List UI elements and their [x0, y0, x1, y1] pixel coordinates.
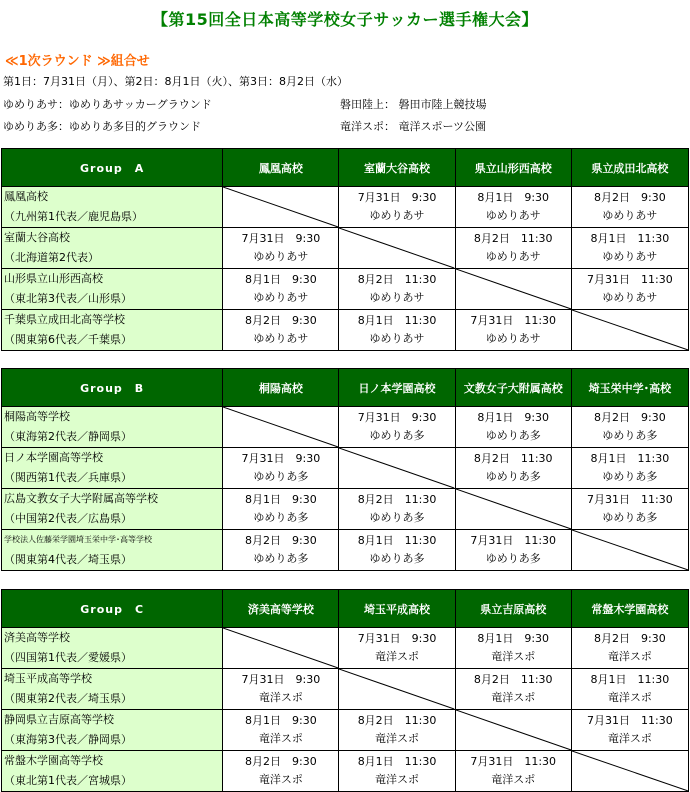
match-venue: ゆめりあ多 — [602, 470, 658, 483]
column-header-team: 済美高等学校 — [223, 590, 339, 628]
match-datetime: 7月31日 11:30 — [470, 755, 557, 768]
schedule-dates: 第1日：7月31日（月）、第2日：8月1日（火）、第3日：8月2日（水） — [3, 75, 348, 88]
match-datetime: 8月1日 11:30 — [357, 314, 437, 327]
group-name: Group B — [2, 369, 223, 407]
match-cell — [223, 530, 339, 571]
match-cell — [455, 310, 571, 351]
match-cell — [571, 228, 688, 269]
table-row — [2, 310, 689, 351]
team-qualification: （九州第1代表／鹿児島県） — [4, 210, 143, 223]
table-row — [2, 751, 689, 792]
diagonal-line — [572, 310, 688, 350]
match-cell — [455, 669, 571, 710]
match-cell — [455, 530, 571, 571]
match-venue: 竜洋スポ — [607, 691, 652, 704]
self-match-cell — [455, 269, 571, 310]
match-datetime: 8月1日 9:30 — [245, 714, 317, 727]
match-venue: ゆめりあサ — [602, 291, 658, 304]
match-datetime: 8月1日 9:30 — [477, 191, 550, 204]
match-cell — [223, 310, 339, 351]
match-venue: 竜洋スポ — [258, 691, 303, 704]
team-cell — [2, 751, 223, 792]
match-venue: 竜洋スポ — [258, 732, 303, 745]
table-row — [2, 710, 689, 751]
match-venue: ゆめりあサ — [485, 209, 541, 222]
column-header-team: 埼玉平成高校 — [339, 590, 455, 628]
team-name: 室蘭大谷高校 — [4, 231, 70, 244]
match-venue: ゆめりあ多 — [369, 552, 425, 565]
match-cell — [223, 710, 339, 751]
column-header-team: 県立吉原高校 — [455, 590, 571, 628]
match-cell — [571, 269, 688, 310]
match-cell — [339, 269, 455, 310]
match-datetime: 8月2日 9:30 — [594, 411, 666, 424]
match-datetime: 8月1日 9:30 — [245, 493, 317, 506]
match-cell — [571, 187, 688, 228]
match-cell — [455, 228, 571, 269]
team-cell — [2, 187, 223, 228]
self-match-cell — [339, 228, 455, 269]
self-match-cell — [455, 710, 571, 751]
match-datetime: 8月2日 9:30 — [245, 755, 317, 768]
match-venue: ゆめりあ多 — [369, 511, 425, 524]
team-qualification: （四国第1代表／愛媛県） — [4, 651, 132, 664]
team-cell — [2, 669, 223, 710]
page-title: 【第15回全日本高等学校女子サッカー選手権大会】 — [152, 10, 538, 29]
match-venue: 竜洋スポ — [375, 773, 420, 786]
diagonal-line — [223, 187, 338, 227]
match-cell — [571, 669, 688, 710]
team-cell — [2, 269, 223, 310]
round-subtitle: ≪1次ラウンド ≫組合せ — [5, 54, 150, 69]
team-name: 静岡県立吉原高等学校 — [4, 713, 114, 726]
team-qualification: （関東第6代表／千葉県） — [4, 333, 132, 346]
diagonal-line — [339, 448, 454, 488]
team-qualification: （東北第1代表／宮城県） — [4, 774, 132, 787]
match-venue: ゆめりあサ — [253, 332, 309, 345]
diagonal-line — [456, 489, 571, 529]
match-datetime: 8月2日 9:30 — [245, 534, 317, 547]
match-datetime: 7月31日 11:30 — [470, 534, 557, 547]
diagonal-line — [456, 710, 571, 750]
match-datetime: 7月31日 9:30 — [357, 632, 437, 645]
match-datetime: 8月2日 11:30 — [357, 493, 437, 506]
match-datetime: 7月31日 9:30 — [241, 452, 321, 465]
team-qualification: （東北第3代表／山形県） — [4, 292, 132, 305]
match-venue: 竜洋スポ — [607, 732, 652, 745]
match-cell — [339, 310, 455, 351]
match-cell — [571, 489, 688, 530]
match-datetime: 7月31日 11:30 — [587, 493, 673, 506]
diagonal-line — [223, 407, 338, 447]
column-header-team: 埼玉栄中学･高校 — [571, 369, 688, 407]
column-header-team: 文教女子大附属高校 — [455, 369, 571, 407]
venue-ryuyo-sports: 竜洋スポ： 竜洋スポーツ公園 — [340, 120, 487, 133]
team-qualification: （北海道第2代表） — [4, 251, 99, 264]
table-row — [2, 187, 689, 228]
column-header-team: 県立山形西高校 — [455, 149, 571, 187]
team-name: 埼玉平成高等学校 — [4, 672, 92, 685]
match-datetime: 8月2日 9:30 — [594, 191, 666, 204]
group-table — [1, 148, 689, 351]
match-venue: ゆめりあサ — [602, 250, 658, 263]
column-header-team: 室蘭大谷高校 — [339, 149, 455, 187]
match-venue: 竜洋スポ — [258, 773, 303, 786]
match-cell — [223, 669, 339, 710]
table-row — [2, 530, 689, 571]
match-venue: ゆめりあサ — [369, 291, 425, 304]
match-cell — [223, 448, 339, 489]
match-datetime: 7月31日 9:30 — [357, 411, 437, 424]
match-datetime: 8月2日 9:30 — [245, 314, 317, 327]
self-match-cell — [571, 310, 688, 351]
match-datetime: 7月31日 11:30 — [587, 714, 673, 727]
column-header-team: 鳳凰高校 — [223, 149, 339, 187]
match-datetime: 8月1日 11:30 — [590, 452, 670, 465]
team-cell — [2, 628, 223, 669]
diagonal-line — [223, 628, 338, 668]
self-match-cell — [339, 448, 455, 489]
match-venue: ゆめりあ多 — [253, 470, 309, 483]
team-cell — [2, 530, 223, 571]
match-cell — [339, 489, 455, 530]
match-cell — [571, 710, 688, 751]
match-venue: ゆめりあ多 — [369, 429, 425, 442]
match-cell — [339, 407, 455, 448]
group-table — [1, 589, 689, 792]
team-name: 日ノ本学園高等学校 — [4, 451, 103, 464]
match-venue: ゆめりあ多 — [485, 470, 541, 483]
match-venue: 竜洋スポ — [491, 650, 536, 663]
match-venue: ゆめりあ多 — [602, 429, 658, 442]
match-cell — [223, 751, 339, 792]
match-venue: ゆめりあサ — [485, 332, 541, 345]
diagonal-line — [339, 669, 454, 709]
match-venue: ゆめりあ多 — [253, 552, 309, 565]
team-name: 桐陽高等学校 — [4, 410, 70, 423]
match-venue: ゆめりあ多 — [602, 511, 658, 524]
team-name: 常盤木学園高等学校 — [4, 754, 103, 767]
match-venue: ゆめりあサ — [253, 291, 309, 304]
match-cell — [455, 187, 571, 228]
self-match-cell — [223, 628, 339, 669]
match-datetime: 7月31日 11:30 — [587, 273, 673, 286]
match-venue: 竜洋スポ — [491, 773, 536, 786]
self-match-cell — [339, 669, 455, 710]
team-qualification: （東海第3代表／静岡県） — [4, 733, 132, 746]
match-datetime: 7月31日 11:30 — [470, 314, 557, 327]
match-datetime: 8月1日 9:30 — [477, 411, 550, 424]
match-datetime: 8月1日 9:30 — [245, 273, 317, 286]
match-venue: 竜洋スポ — [375, 650, 420, 663]
match-datetime: 8月2日 11:30 — [357, 273, 437, 286]
match-datetime: 8月2日 11:30 — [473, 452, 553, 465]
match-cell — [571, 448, 688, 489]
diagonal-line — [339, 228, 454, 268]
team-name: 広島文教女子大学附属高等学校 — [4, 492, 158, 505]
match-datetime: 7月31日 9:30 — [241, 673, 321, 686]
match-venue: ゆめりあサ — [253, 250, 309, 263]
table-row — [2, 448, 689, 489]
match-venue: ゆめりあサ — [369, 209, 425, 222]
self-match-cell — [223, 187, 339, 228]
team-name: 千葉県立成田北高等学校 — [4, 313, 125, 326]
match-datetime: 8月1日 11:30 — [590, 673, 670, 686]
column-header-team: 桐陽高校 — [223, 369, 339, 407]
match-venue: ゆめりあサ — [485, 250, 541, 263]
team-cell — [2, 489, 223, 530]
match-cell — [223, 489, 339, 530]
self-match-cell — [455, 489, 571, 530]
match-cell — [339, 187, 455, 228]
self-match-cell — [571, 530, 688, 571]
match-datetime: 8月1日 11:30 — [357, 534, 437, 547]
self-match-cell — [223, 407, 339, 448]
match-venue: ゆめりあサ — [602, 209, 658, 222]
match-cell — [571, 407, 688, 448]
team-name: 山形県立山形西高校 — [4, 272, 103, 285]
diagonal-line — [572, 530, 688, 570]
table-row — [2, 228, 689, 269]
match-cell — [223, 269, 339, 310]
match-venue: 竜洋スポ — [607, 650, 652, 663]
match-cell — [455, 448, 571, 489]
venue-yumeria-multi: ゆめりあ多：ゆめりあ多目的グラウンド — [3, 120, 201, 133]
team-cell — [2, 448, 223, 489]
team-qualification: （東海第2代表／静岡県） — [4, 430, 132, 443]
group-name: Group A — [2, 149, 223, 187]
diagonal-line — [456, 269, 571, 309]
match-datetime: 8月2日 11:30 — [473, 673, 553, 686]
match-cell — [455, 407, 571, 448]
group-name: Group C — [2, 590, 223, 628]
group-table — [1, 368, 689, 571]
team-name: 学校法人佐藤栄学園埼玉栄中学･高等学校 — [4, 535, 152, 544]
table-row — [2, 669, 689, 710]
match-datetime: 8月2日 11:30 — [357, 714, 437, 727]
match-datetime: 8月2日 11:30 — [473, 232, 553, 245]
team-qualification: （関西第1代表／兵庫県） — [4, 471, 132, 484]
diagonal-line — [572, 751, 688, 791]
match-venue: ゆめりあサ — [369, 332, 425, 345]
match-cell — [339, 628, 455, 669]
match-datetime: 7月31日 9:30 — [241, 232, 321, 245]
match-venue: ゆめりあ多 — [253, 511, 309, 524]
column-header-team: 県立成田北高校 — [571, 149, 688, 187]
table-row — [2, 628, 689, 669]
match-cell — [571, 628, 688, 669]
match-datetime: 8月1日 11:30 — [357, 755, 437, 768]
match-datetime: 8月1日 11:30 — [590, 232, 670, 245]
table-row — [2, 269, 689, 310]
match-datetime: 8月1日 9:30 — [477, 632, 550, 645]
match-datetime: 7月31日 9:30 — [357, 191, 437, 204]
match-datetime: 8月2日 9:30 — [594, 632, 666, 645]
match-cell — [455, 628, 571, 669]
match-venue: 竜洋スポ — [375, 732, 420, 745]
match-cell — [455, 751, 571, 792]
column-header-team: 日ノ本学園高校 — [339, 369, 455, 407]
match-cell — [339, 530, 455, 571]
match-cell — [339, 751, 455, 792]
team-qualification: （中国第2代表／広島県） — [4, 512, 132, 525]
match-venue: 竜洋スポ — [491, 691, 536, 704]
table-row — [2, 489, 689, 530]
table-row — [2, 407, 689, 448]
team-qualification: （関東第4代表／埼玉県） — [4, 553, 132, 566]
team-cell — [2, 310, 223, 351]
venue-yumeria-soccer: ゆめりあサ：ゆめりあサッカーグラウンド — [3, 98, 212, 111]
match-venue: ゆめりあ多 — [485, 552, 541, 565]
team-name: 済美高等学校 — [4, 631, 70, 644]
team-cell — [2, 407, 223, 448]
team-qualification: （関東第2代表／埼玉県） — [4, 692, 132, 705]
column-header-team: 常盤木学園高校 — [571, 590, 688, 628]
self-match-cell — [571, 751, 688, 792]
team-cell — [2, 228, 223, 269]
match-cell — [339, 710, 455, 751]
venue-iwata-stadium: 磐田陸上： 磐田市陸上競技場 — [340, 98, 487, 111]
match-venue: ゆめりあ多 — [485, 429, 541, 442]
match-cell — [223, 228, 339, 269]
team-name: 鳳凰高校 — [4, 190, 48, 203]
team-cell — [2, 710, 223, 751]
